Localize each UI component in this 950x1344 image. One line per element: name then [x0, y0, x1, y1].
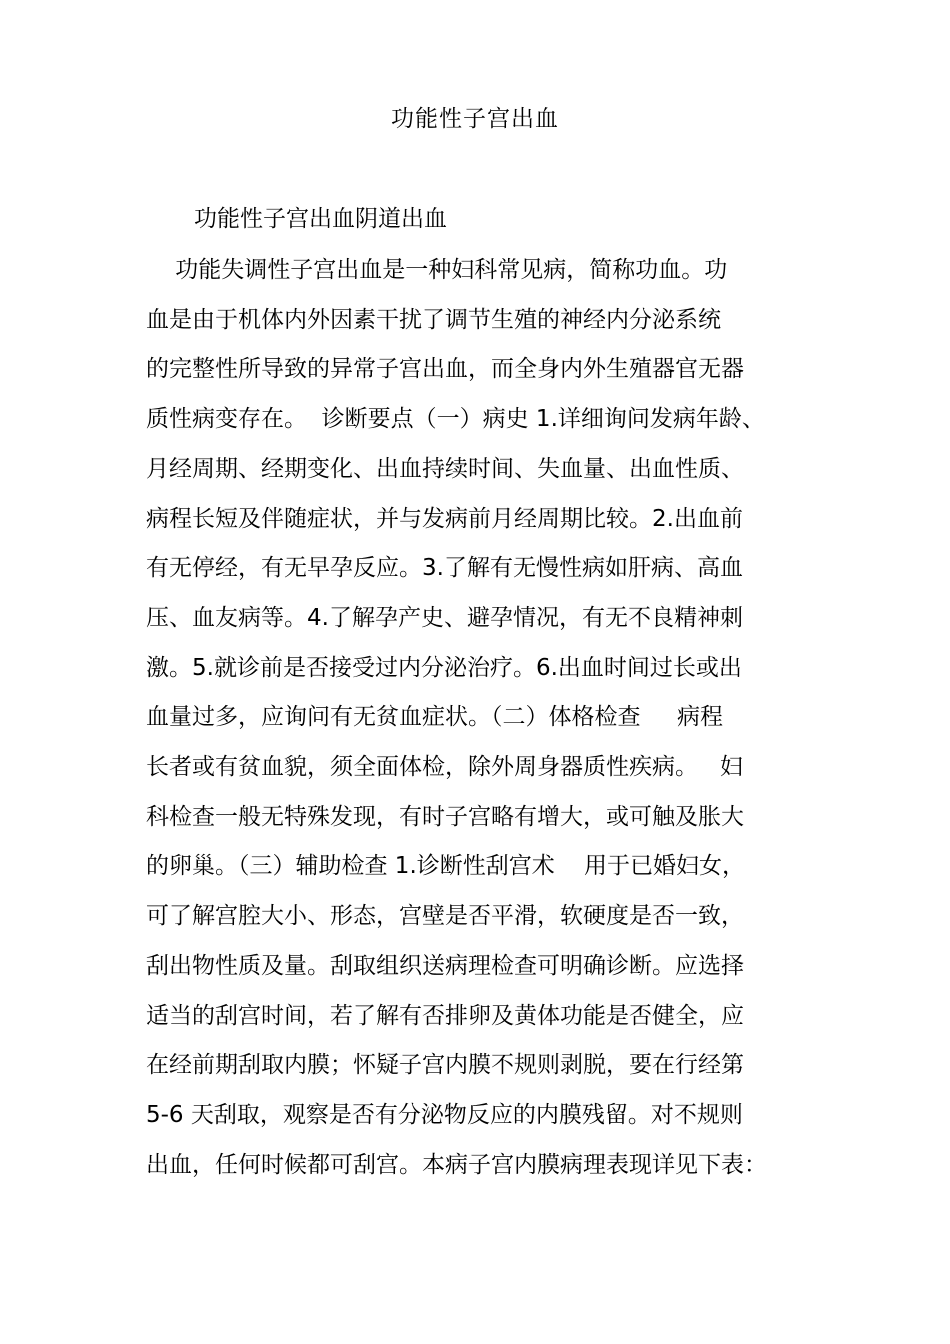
paragraph-line: 长者或有贫血貌，须全面体检，除外周身器质性疾病。 妇: [146, 754, 743, 780]
page-title: 功能性子宫出血: [391, 106, 559, 132]
paragraph-line: 可了解宫腔大小、形态，宫壁是否平滑，软硬度是否一致，: [146, 903, 744, 929]
subheading: 功能性子宫出血阴道出血: [194, 206, 447, 232]
paragraph-line: 质性病变存在。 诊断要点（一）病史 1.详细询问发病年龄、: [146, 406, 765, 432]
paragraph-line: 血是由于机体内外因素干扰了调节生殖的神经内分泌系统: [146, 307, 721, 333]
paragraph-line: 月经周期、经期变化、出血持续时间、失血量、出血性质、: [146, 456, 744, 482]
paragraph-line: 出血，任何时候都可刮宫。本病子宫内膜病理表现详见下表：: [146, 1152, 767, 1178]
paragraph-line: 有无停经，有无早孕反应。3.了解有无慢性病如肝病、高血: [146, 555, 743, 581]
paragraph-line: 激。5.就诊前是否接受过内分泌治疗。6.出血时间过长或出: [146, 655, 742, 681]
paragraph-line: 血量过多，应询问有无贫血症状。（二）体格检查 病程: [146, 704, 724, 730]
paragraph-line: 5-6 天刮取，观察是否有分泌物反应的内膜残留。对不规则: [146, 1102, 743, 1128]
paragraph-line: 的完整性所导致的异常子宫出血，而全身内外生殖器官无器: [146, 356, 744, 382]
paragraph-line: 在经前期刮取内膜；怀疑子宫内膜不规则剥脱，要在行经第: [146, 1052, 744, 1078]
paragraph-line: 功能失调性子宫出血是一种妇科常见病，简称功血。功: [146, 257, 728, 283]
paragraph-line: 病程长短及伴随症状，并与发病前月经周期比较。2.出血前: [146, 506, 743, 532]
paragraph-line: 压、血友病等。4.了解孕产史、避孕情况，有无不良精神刺: [146, 605, 743, 631]
paragraph-line: 的卵巢。（三）辅助检查 1.诊断性刮宫术 用于已婚妇女，: [146, 853, 745, 879]
paragraph-line: 刮出物性质及量。刮取组织送病理检查可明确诊断。应选择: [146, 953, 744, 979]
paragraph-line: 适当的刮宫时间，若了解有否排卵及黄体功能是否健全，应: [146, 1003, 744, 1029]
paragraph-line: 科检查一般无特殊发现，有时子宫略有增大，或可触及胀大: [146, 804, 744, 830]
